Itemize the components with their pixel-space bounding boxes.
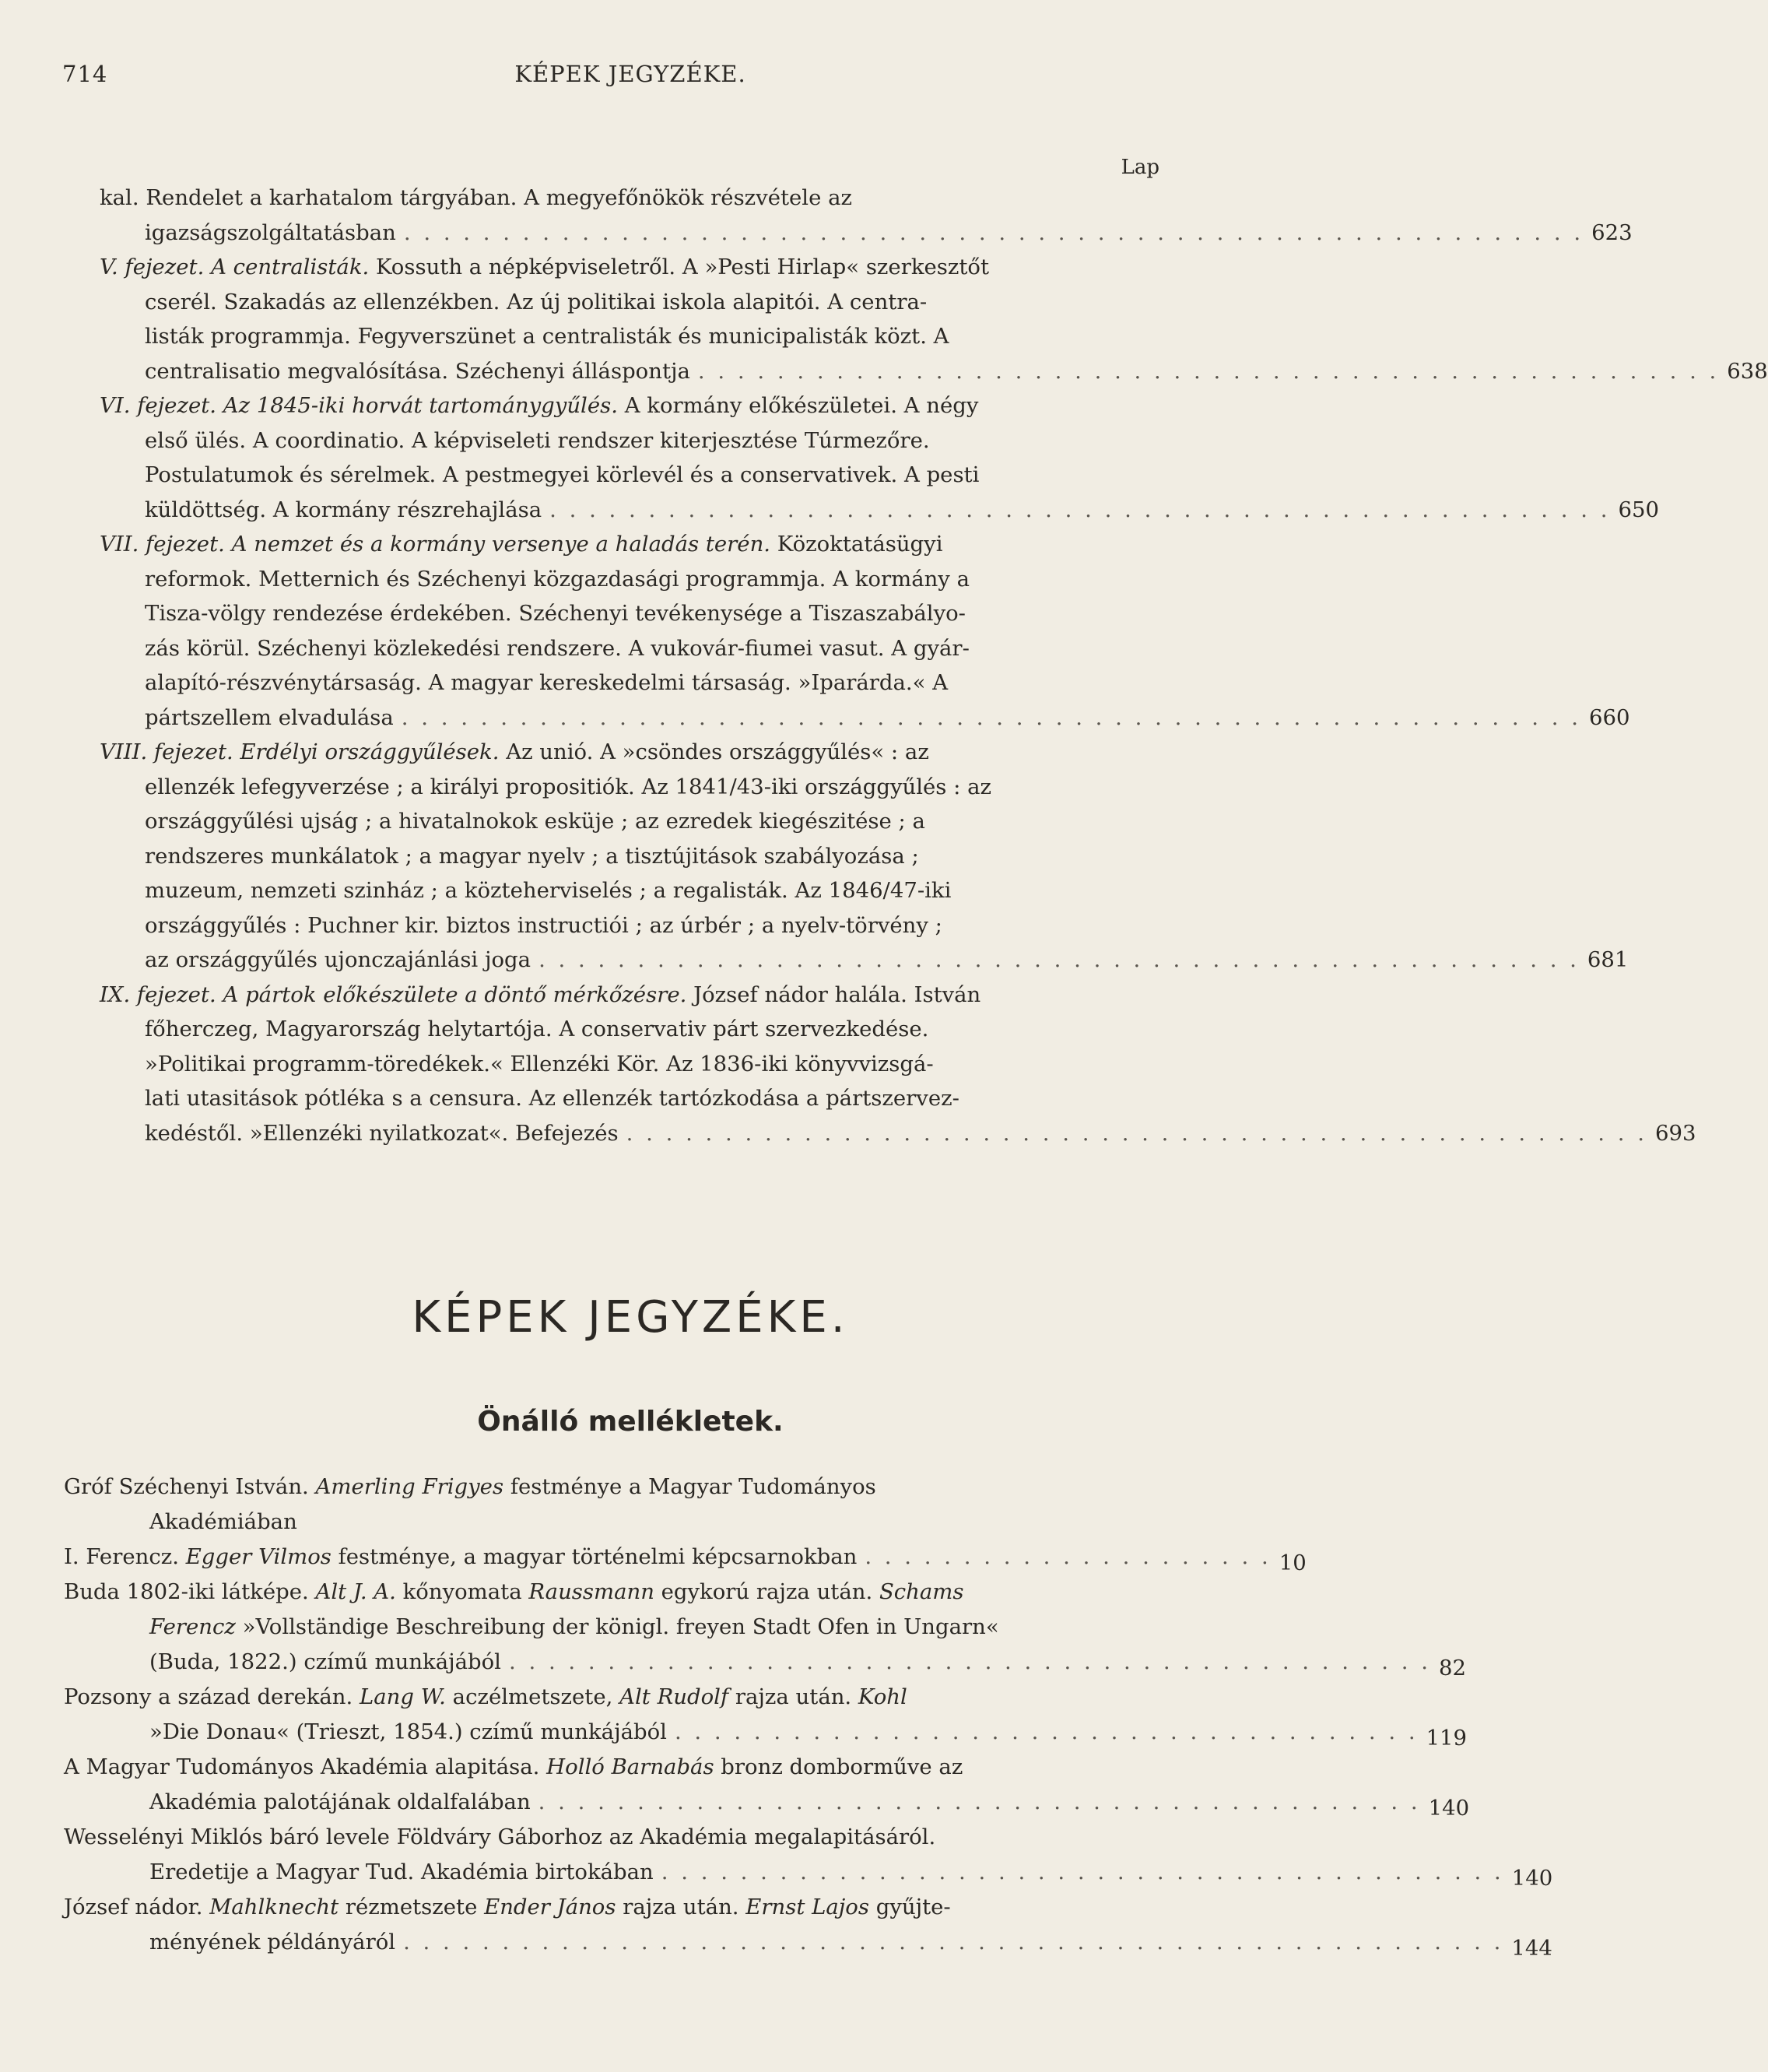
- toc-entry: [100, 978, 1696, 1151]
- toc-line: országgyűlési ujság ; a hivatalnokok esküje ; az ezredek kiegészitése ; a: [145, 809, 925, 834]
- plate-leader-line: [64, 1645, 1466, 1680]
- running-title: KÉPEK JEGYZÉKE.: [514, 61, 746, 87]
- toc-line: kedéstől. »Ellenzéki nyilatkozat«. Befejezés: [145, 1120, 619, 1146]
- plate-entry: [64, 1820, 1553, 1891]
- dot-leader: . . . . . . . . . . . . . . . . . . . . . . . . . . . . . . . . . . . . . . . . . . . . . . .: [508, 1649, 1431, 1674]
- toc-line: pártszellem elvadulása: [145, 704, 394, 730]
- toc-leader-line: [100, 216, 1633, 251]
- toc-line: centralisatio megvalósítása. Széchenyi álláspontja: [145, 358, 690, 384]
- plate-line: (Buda, 1822.) czímű munkájából: [149, 1649, 501, 1674]
- chapter-title: VII. fejezet. A nemzet és a kormány versenye a haladás terén.: [100, 532, 771, 557]
- lap-label: Lap: [1121, 156, 1159, 179]
- plate-entry: [64, 1470, 1164, 1540]
- dot-leader: . . . . . . . . . . . . . . . . . . . . . . . . . . . . . . . . . . . . . . . . . . . . . . . . . . . .: [626, 1120, 1647, 1146]
- plate-line: Eredetije a Magyar Tud. Akadémia birtokában: [149, 1860, 654, 1884]
- plate-leader-line: [64, 1925, 1552, 1961]
- dot-leader: . . . . . . . . . . . . . . . . . . . . . . . . . . . . . . . . . . . . . . . . . . . . . . . . . . . . . .: [549, 497, 1611, 522]
- dot-leader: . . . . . . . . . . . . . . . . . . . . . . . . . . . . . . . . . . . . . . . . . . . . . . . . . . . . . . . .: [403, 1930, 1504, 1954]
- toc-line: országgyűlés : Puchner kir. biztos instructiói ; az úrbér ; a nyelv-törvény ;: [145, 912, 942, 938]
- toc-line: muzeum, nemzeti szinház ; a közteherviselés ; a regalisták. Az 1846/47-iki: [145, 878, 952, 903]
- plate-entry: [64, 1540, 1307, 1575]
- toc-line: VII. fejezet. A nemzet és a kormány versenye a haladás terén. Közoktatásügyi: [100, 532, 943, 557]
- plate-page-number: 144: [1511, 1936, 1552, 1961]
- toc-line: listák programmja. Fegyverszünet a centralisták és municipalisták közt. A: [145, 324, 949, 349]
- plate-page-number: 82: [1438, 1656, 1466, 1680]
- plates-list: [64, 1470, 1553, 1961]
- toc-line: lati utasitások pótléka s a censura. Az ellenzék tartózkodása a pártszervez-: [145, 1086, 959, 1111]
- toc-line: cserél. Szakadás az ellenzékben. Az új politikai iskola alapitói. A centra-: [145, 289, 928, 314]
- toc-line: igazságszolgáltatásban: [145, 219, 396, 245]
- toc-line: zás körül. Széchenyi közlekedési rendszere. A vukovár-fiumei vasut. A gyár-: [145, 635, 970, 661]
- dot-leader: . . . . . . . . . . . . . . . . . . . . .: [865, 1544, 1272, 1569]
- plate-line: »Die Donau« (Trieszt, 1854.) czímű munkájából: [149, 1719, 667, 1744]
- toc-line: kal. Rendelet a karhatalom tárgyában. A megyefőnökök részvétele az: [100, 185, 852, 210]
- plate-line: A Magyar Tudományos Akadémia alapitása. Holló Barnabás bronz domborműve az: [64, 1754, 963, 1779]
- toc-leader-line: [100, 493, 1659, 528]
- plate-line: Akadémia palotájának oldalfalában: [149, 1789, 531, 1814]
- dot-leader: . . . . . . . . . . . . . . . . . . . . . . . . . . . . . . . . . . . . . . . . . . . . . . . . . . . . . . . . . . . .: [401, 704, 1582, 730]
- toc-leader-line: [100, 701, 1630, 736]
- dot-leader: . . . . . . . . . . . . . . . . . . . . . . . . . . . . . . . . . . . . . . . . . . . . . . . . . . . . .: [538, 947, 1580, 972]
- toc-entry: [100, 388, 1659, 527]
- plate-line: Gróf Széchenyi István. Amerling Frigyes festménye a Magyar Tudományos: [64, 1474, 876, 1499]
- toc-page-number: 693: [1655, 1120, 1696, 1146]
- toc-line: alapító-részvénytársaság. A magyar kereskedelmi társaság. »Iparárda.« A: [145, 670, 949, 695]
- toc-leader-line: [100, 354, 1768, 389]
- toc-line: Postulatumok és sérelmek. A pestmegyei körlevél és a conservativek. A pesti: [145, 462, 980, 487]
- plate-page-number: 140: [1511, 1866, 1553, 1891]
- toc-leader-line: [100, 943, 1629, 978]
- plate-line: Pozsony a század derekán. Lang W. aczélmetszete, Alt Rudolf rajza után. Kohl: [64, 1684, 907, 1709]
- toc-line: V. fejezet. A centralisták. Kossuth a népképviseletről. A »Pesti Hirlap« szerkesztőt: [100, 255, 990, 279]
- toc-leader-line: [100, 1116, 1696, 1151]
- toc-entry: [100, 250, 1768, 388]
- running-head: [62, 61, 1198, 92]
- section-title: KÉPEK JEGYZÉKE.: [412, 1292, 849, 1343]
- plate-entry: [64, 1750, 1470, 1821]
- chapter-title: VI. fejezet. Az 1845-iki horvát tartománygyűlés.: [100, 393, 618, 418]
- plate-page-number: 10: [1279, 1550, 1307, 1575]
- toc-line: »Politikai programm-töredékek.« Ellenzéki Kör. Az 1836-iki könyvvizsgá-: [145, 1051, 934, 1076]
- toc-line: rendszeres munkálatok ; a magyar nyelv ; a tisztújitások szabályozása ;: [145, 843, 919, 869]
- plate-line: ményének példányáról: [149, 1930, 396, 1954]
- chapter-title: V. fejezet. A centralisták.: [100, 255, 370, 279]
- plate-line: Wesselényi Miklós báró levele Földváry Gáborhoz az Akadémia megalapitásáról.: [64, 1824, 936, 1849]
- plate-line: I. Ferencz. Egger Vilmos festménye, a magyar történelmi képcsarnokban: [64, 1544, 858, 1569]
- plate-page-number: 140: [1428, 1796, 1470, 1821]
- plate-entry: [64, 1575, 1466, 1680]
- plate-line: Ferencz »Vollständige Beschreibung der königl. freyen Stadt Ofen in Ungarn«: [149, 1614, 999, 1639]
- dot-leader: . . . . . . . . . . . . . . . . . . . . . . . . . . . . . . . . . . . . . . . . . . . . . . . . . . . . . . . . . . . .: [403, 219, 1584, 245]
- plate-leader-line: [64, 1855, 1553, 1891]
- chapter-title: VIII. fejezet. Erdélyi országgyűlések.: [100, 739, 500, 764]
- toc-page-number: 681: [1587, 947, 1629, 972]
- plate-line: Buda 1802-iki látképe. Alt J. A. kőnyomata Raussmann egykorú rajza után. Schams: [64, 1579, 964, 1604]
- dot-leader: . . . . . . . . . . . . . . . . . . . . . . . . . . . . . . . . . . . . . . . . . . . . . . . . . . . .: [697, 358, 1720, 384]
- toc-line: Tisza-völgy rendezése érdekében. Széchenyi tevékenysége a Tiszaszabályo-: [145, 601, 966, 626]
- plate-line: József nádor. Mahlknecht rézmetszete Ender János rajza után. Ernst Lajos gyűjte-: [64, 1895, 951, 1919]
- toc-line: VIII. fejezet. Erdélyi országgyűlések. Az unió. A »csöndes országgyűlés« : az: [100, 739, 929, 764]
- plate-leader-line: [64, 1785, 1470, 1821]
- chapter-title: IX. fejezet. A pártok előkészülete a döntő mérkőzésre.: [100, 982, 687, 1007]
- dot-leader: . . . . . . . . . . . . . . . . . . . . . . . . . . . . . . . . . . . . . . . . . . . . .: [538, 1789, 1421, 1814]
- toc-entry: [100, 181, 1633, 250]
- plate-entry: [64, 1680, 1468, 1751]
- toc-line: ellenzék lefegyverzése ; a királyi propositiók. Az 1841/43-iki országgyűlés : az: [145, 774, 992, 799]
- toc-line: főherczeg, Magyarország helytartója. A conservativ párt szervezkedése.: [145, 1017, 929, 1041]
- page-number: 714: [62, 61, 108, 87]
- plate-entry: [64, 1890, 1552, 1961]
- toc-line: küldöttség. A kormány részrehajlása: [145, 497, 542, 522]
- dot-leader: . . . . . . . . . . . . . . . . . . . . . . . . . . . . . . . . . . . . . . . . . . .: [661, 1860, 1504, 1884]
- table-of-contents: [100, 181, 1768, 1150]
- toc-line: reformok. Metternich és Széchenyi közgazdasági programmja. A kormány a: [145, 566, 970, 592]
- plate-leader-line: [64, 1540, 1307, 1575]
- dot-leader: . . . . . . . . . . . . . . . . . . . . . . . . . . . . . . . . . . . . . .: [674, 1719, 1419, 1744]
- toc-page-number: 638: [1727, 358, 1768, 384]
- toc-line: IX. fejezet. A pártok előkészülete a döntő mérkőzésre. József nádor halála. István: [100, 982, 981, 1007]
- plate-page-number: 119: [1426, 1726, 1468, 1751]
- toc-line: első ülés. A coordinatio. A képviseleti rendszer kiterjesztése Túrmezőre.: [145, 427, 930, 453]
- toc-line: VI. fejezet. Az 1845-iki horvát tartománygyűlés. A kormány előkészületei. A négy: [100, 393, 979, 418]
- toc-line: az országgyűlés ujonczajánlási joga: [145, 947, 531, 972]
- toc-entry: [100, 527, 1630, 735]
- plate-leader-line: [64, 1715, 1468, 1751]
- plate-line: Akadémiában: [149, 1509, 297, 1534]
- toc-page-number: 623: [1591, 219, 1633, 245]
- toc-entry: [100, 735, 1629, 978]
- toc-page-number: 650: [1618, 497, 1659, 522]
- toc-page-number: 660: [1589, 704, 1630, 730]
- section-subtitle: Önálló mellékletek.: [477, 1406, 784, 1438]
